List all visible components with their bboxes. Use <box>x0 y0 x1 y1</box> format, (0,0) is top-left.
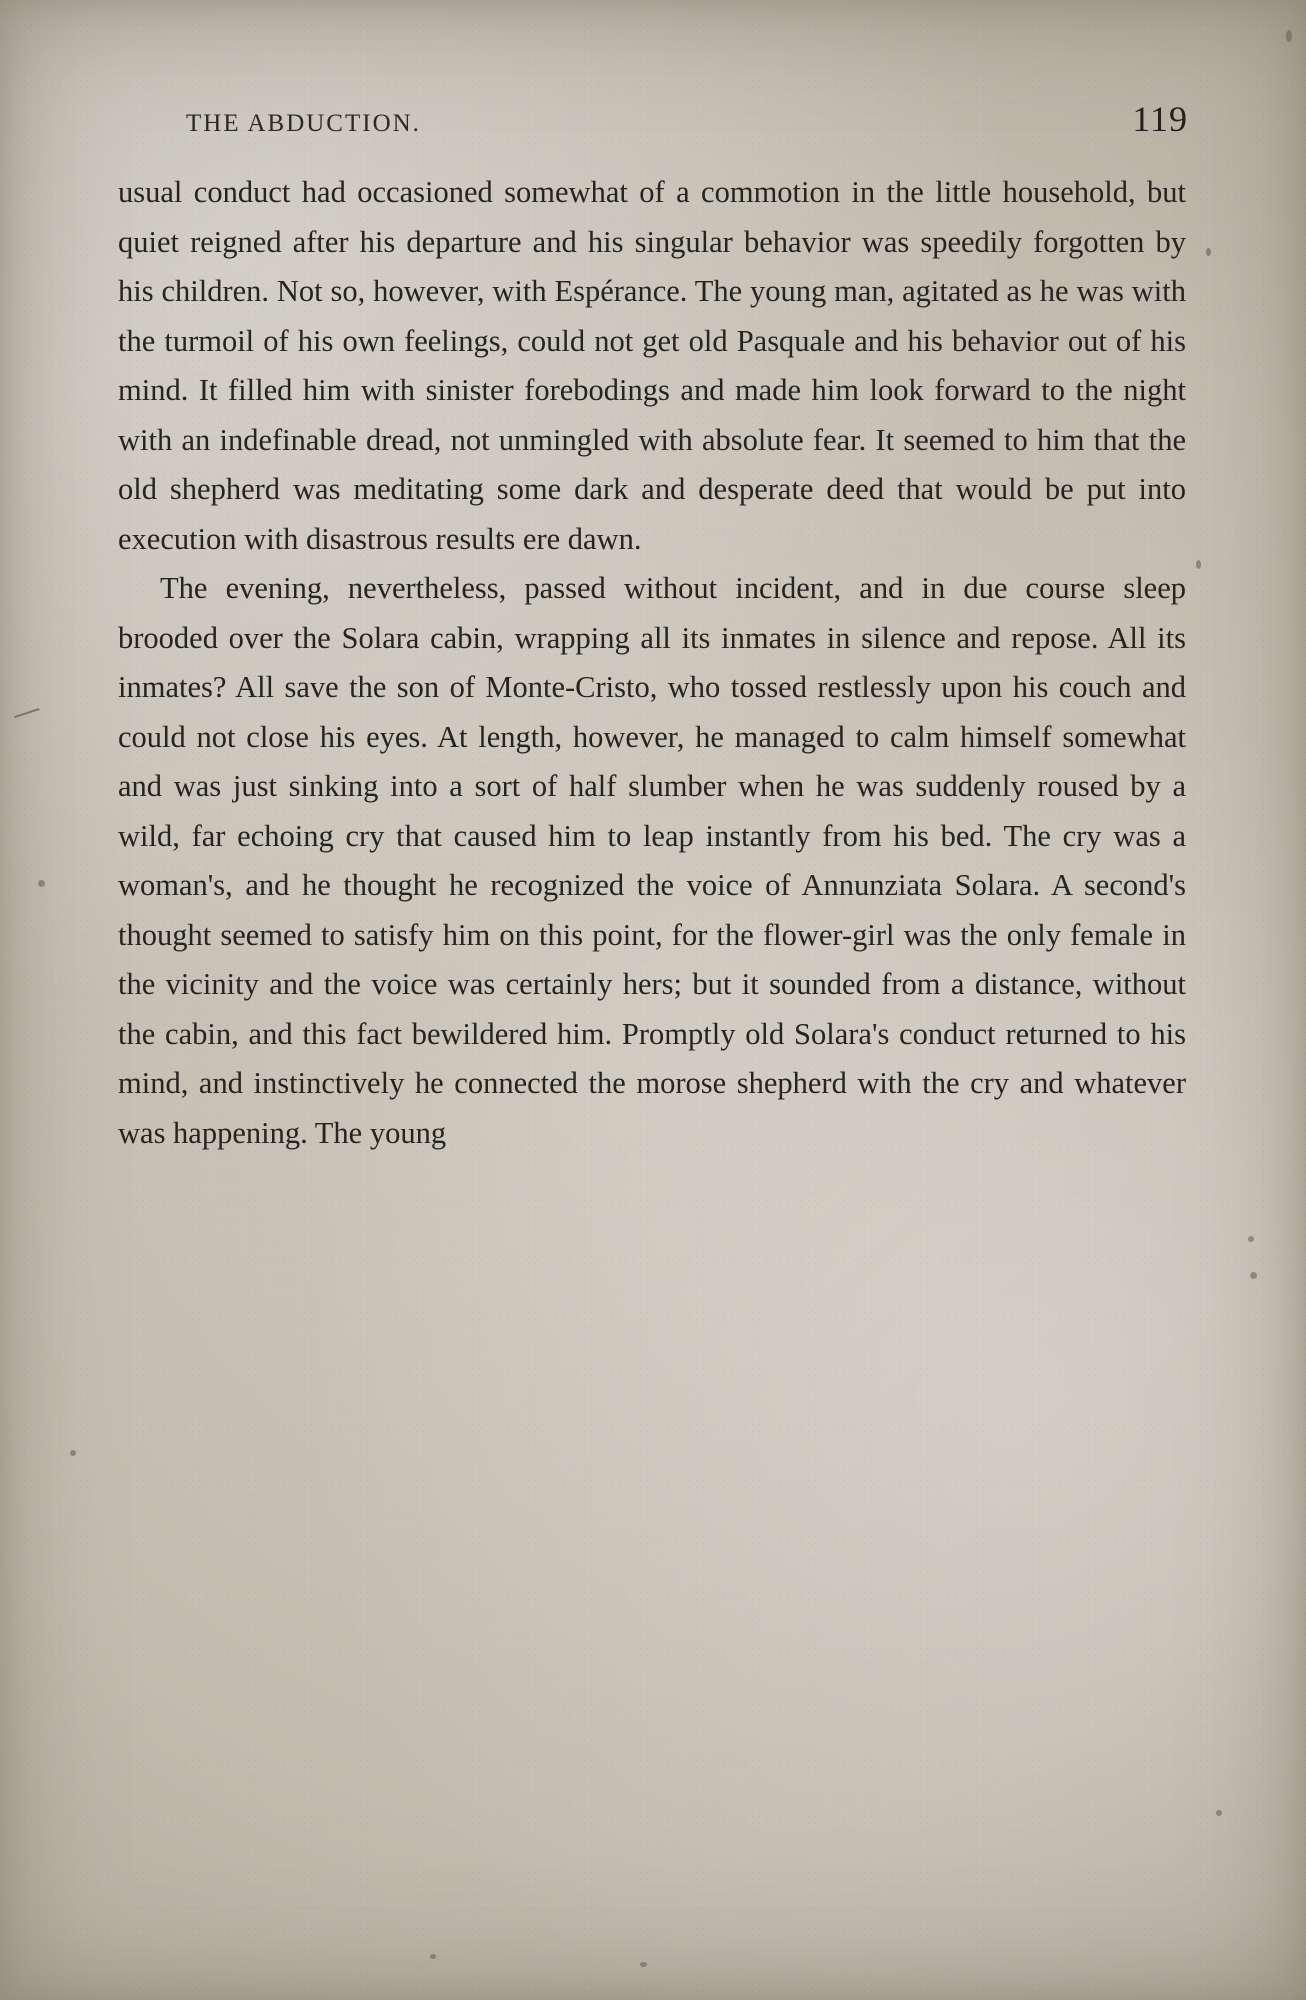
page-number: 119 <box>1132 99 1188 139</box>
running-head: THE ABDUCTION. <box>186 110 421 137</box>
page-header <box>118 98 1188 140</box>
body-text <box>118 168 1186 1158</box>
paragraph: The evening, nevertheless, passed without incident, and in due course sleep brooded over the Solara cabin, wrapping all its inmates in silence and repose. All its inmates? All save the son of Monte-Cristo, who tossed restlessly upon his couch and could not close his eyes. At length, however, he managed to calm himself somewhat and was just sinking into a sort of half slumber when he was suddenly roused by a wild, far echoing cry that caused him to leap instantly from his bed. The cry was a woman's, and he thought he recognized the voice of Annunziata Solara. A second's thought seemed to satisfy him on this point, for the flower-girl was the only female in the vicinity and the voice was certainly hers; but it sounded from a distance, without the cabin, and this fact bewildered him. Promptly old Solara's conduct returned to his mind, and instinctively he connected the morose shepherd with the cry and whatever was happening. The young <box>118 571 1186 1150</box>
paragraph: usual conduct had occasioned somewhat of a commotion in the little household, but quiet reigned after his departure and his singular behavior was speedily forgotten by his children. Not so, however, with Espérance. The young man, agitated as he was with the turmoil of his own feelings, could not get old Pasquale and his behavior out of his mind. It filled him with sinister forebodings and made him look forward to the night with an indefinable dread, not unmingled with absolute fear. It seemed to him that the old shepherd was meditating some dark and desperate deed that would be put into execution with disastrous results ere dawn. <box>118 175 1186 556</box>
